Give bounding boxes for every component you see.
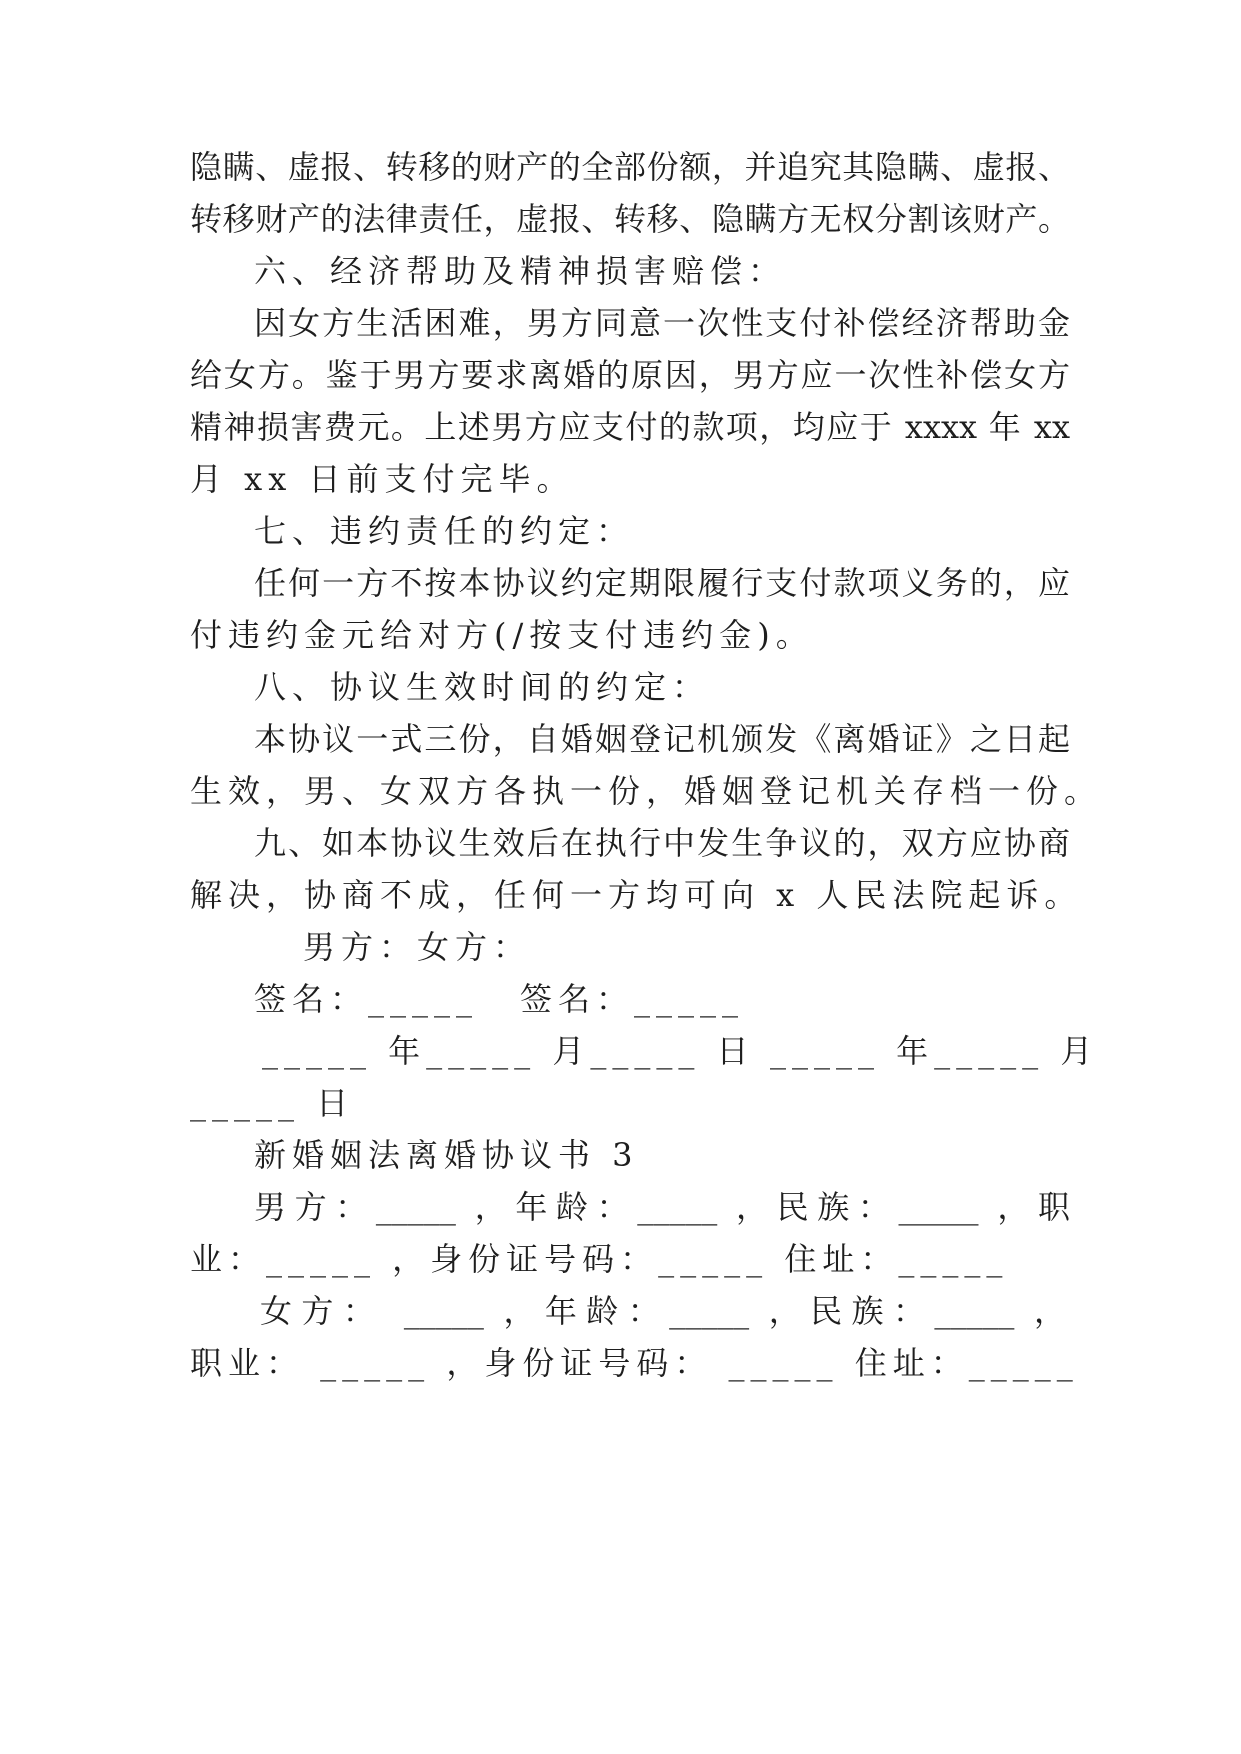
text-line: 解决，协商不成，任何一方均可向 x 人民法院起诉。	[190, 876, 1083, 914]
text-line: 转移财产的法律责任，虚报、转移、隐瞒方无权分割该财产。	[190, 200, 1070, 238]
male-info-line: 业：_____ ，身份证号码：_____ 住址：_____	[190, 1240, 1009, 1278]
text-line: 九、如本协议生效后在执行中发生争议的，双方应协商	[254, 824, 1070, 862]
text-line: 任何一方不按本协议约定期限履行支付款项义务的，应	[254, 564, 1070, 602]
text-line: 给女方。鉴于男方要求离婚的原因，男方应一次性补偿女方	[190, 356, 1070, 394]
male-info-line: 男方：_____ ，年龄：_____ ，民族：_____ ，职	[254, 1188, 1070, 1226]
date-female: _____ 年_____ 月	[770, 1032, 1099, 1070]
text-line: 因女方生活困难，男方同意一次性支付补偿经济帮助金	[254, 304, 1070, 342]
date-female-day: _____ 日	[190, 1084, 355, 1122]
text-line: 精神损害费元。上述男方应支付的款项，均应于 xxxx 年 xx	[190, 408, 1070, 446]
signature-parties: 男方：女方：	[303, 928, 532, 966]
section-heading: 八、协议生效时间的约定：	[254, 668, 711, 706]
section-heading: 六、经济帮助及精神损害赔偿：	[254, 252, 787, 290]
signature-female: 签名：_____	[520, 980, 745, 1018]
section-heading: 七、违约责任的约定：	[254, 512, 635, 550]
female-info-line: 女方： _____ ，年龄：_____ ，民族：_____ ，	[260, 1292, 1066, 1330]
signature-male: 签名：_____	[254, 980, 479, 1018]
date-male: _____ 年_____ 月_____ 日	[262, 1032, 755, 1070]
text-line: 隐瞒、虚报、转移的财产的全部份额，并追究其隐瞒、虚报、	[190, 148, 1070, 186]
text-line: 月 xx 日前支付完毕。	[190, 460, 575, 498]
text-line: 本协议一式三份，自婚姻登记机颁发《离婚证》之日起	[254, 720, 1070, 758]
text-line: 生效，男、女双方各执一份，婚姻登记机关存档一份。	[190, 772, 1103, 810]
text-line: 付违约金元给对方(/按支付违约金)。	[190, 616, 814, 654]
document-title: 新婚姻法离婚协议书 3	[254, 1136, 639, 1174]
female-info-line: 职业： _____ ，身份证号码： _____ 住址：_____	[190, 1344, 1079, 1382]
